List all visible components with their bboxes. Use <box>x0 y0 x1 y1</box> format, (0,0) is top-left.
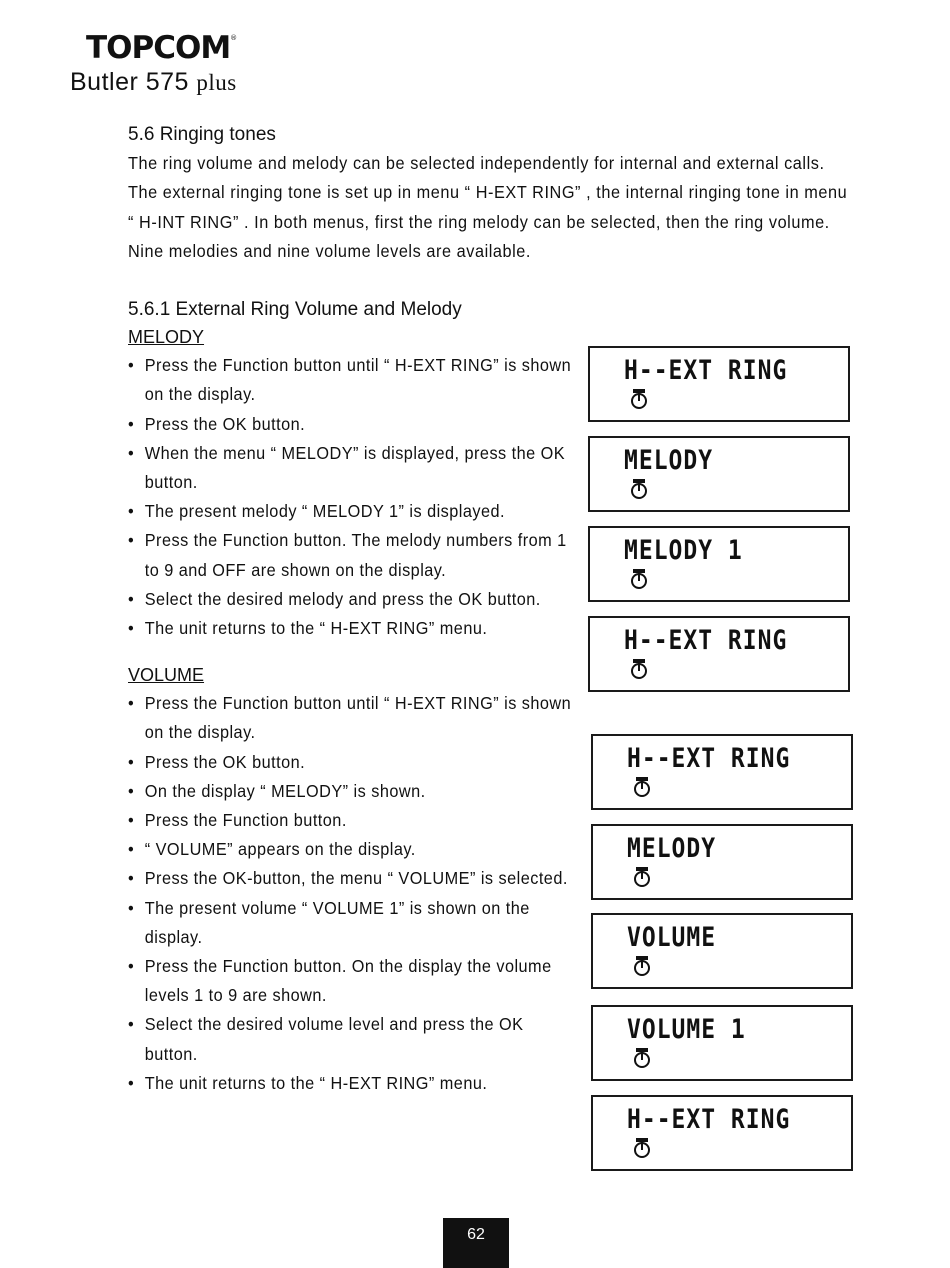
lcd-display <box>591 824 853 900</box>
handset-icon <box>630 568 648 590</box>
list-item: • The present volume “ VOLUME 1” is shown on the display. <box>128 894 573 952</box>
lcd-display <box>588 436 850 512</box>
registered-mark: ® <box>230 34 237 42</box>
list-item: • “ VOLUME” appears on the display. <box>128 835 573 864</box>
brand-logo <box>86 30 236 66</box>
handset-icon <box>630 388 648 410</box>
handset-icon <box>630 478 648 500</box>
list-item: • The unit returns to the “ H-EXT RING” menu. <box>128 1069 573 1098</box>
list-item: • Press the Function button. On the display the volume levels 1 to 9 are shown. <box>128 952 573 1010</box>
handset-icon <box>633 1137 651 1159</box>
handset-icon <box>633 955 651 977</box>
lcd-text: MELODY 1 <box>624 536 743 566</box>
lcd-display <box>588 526 850 602</box>
list-item: • Press the Function button. The melody numbers from 1 to 9 and OFF are shown on the display. <box>128 526 573 584</box>
handset-icon <box>633 866 651 888</box>
model-label: Butler 575 <box>70 68 189 96</box>
list-item: • Press the Function button until “ H-EXT RING” is shown on the display. <box>128 351 573 409</box>
lcd-display <box>591 1095 853 1171</box>
handset-icon <box>630 658 648 680</box>
model-name <box>70 68 237 97</box>
list-item: • The present melody “ MELODY 1” is displayed. <box>128 497 573 526</box>
lcd-text: VOLUME 1 <box>627 1015 746 1045</box>
section-intro: The ring volume and melody can be selected independently for internal and external calls. The external ringing tone is set up in menu “ H-EXT RING” , the internal ringing tone in menu “ H-INT RING” . In both menus, first the ring melody can be selected, then the ring volume. Nine melodies and nine volume levels are available. <box>128 153 848 261</box>
lcd-text: H--EXT RING <box>624 356 788 386</box>
lcd-text: MELODY <box>627 834 717 864</box>
handset-icon <box>633 1047 651 1069</box>
lcd-display <box>591 1005 853 1081</box>
subsection-title: 5.6.1 External Ring Volume and Melody <box>128 299 462 321</box>
lcd-text: H--EXT RING <box>627 744 791 774</box>
lcd-display <box>591 734 853 810</box>
page-number: 62 <box>443 1218 509 1268</box>
melody-title: MELODY <box>128 327 205 348</box>
lcd-text: H--EXT RING <box>627 1105 791 1135</box>
lcd-text: MELODY <box>624 446 714 476</box>
list-item: • On the display “ MELODY” is shown. <box>128 777 573 806</box>
list-item: • Select the desired melody and press the OK button. <box>128 585 573 614</box>
volume-steps <box>128 689 572 1098</box>
list-item: • Press the OK button. <box>128 410 573 439</box>
list-item: • Press the OK button. <box>128 748 573 777</box>
melody-steps <box>128 351 572 643</box>
list-item: • Press the Function button until “ H-EXT RING” is shown on the display. <box>128 689 573 747</box>
list-item: • Select the desired volume level and press the OK button. <box>128 1010 573 1068</box>
model-suffix: plus <box>196 70 237 95</box>
list-item: • When the menu “ MELODY” is displayed, press the OK button. <box>128 439 573 497</box>
lcd-text: VOLUME <box>627 923 717 953</box>
list-item: • The unit returns to the “ H-EXT RING” menu. <box>128 614 573 643</box>
lcd-display <box>588 616 850 692</box>
handset-icon <box>633 776 651 798</box>
brand-name: TOPCOM <box>86 30 231 66</box>
lcd-display <box>591 913 853 989</box>
list-item: • Press the Function button. <box>128 806 573 835</box>
lcd-display <box>588 346 850 422</box>
section-title: 5.6 Ringing tones <box>128 124 276 145</box>
lcd-text: H--EXT RING <box>624 626 788 656</box>
list-item: • Press the OK-button, the menu “ VOLUME” is selected. <box>128 864 573 893</box>
volume-title: VOLUME <box>128 665 205 686</box>
